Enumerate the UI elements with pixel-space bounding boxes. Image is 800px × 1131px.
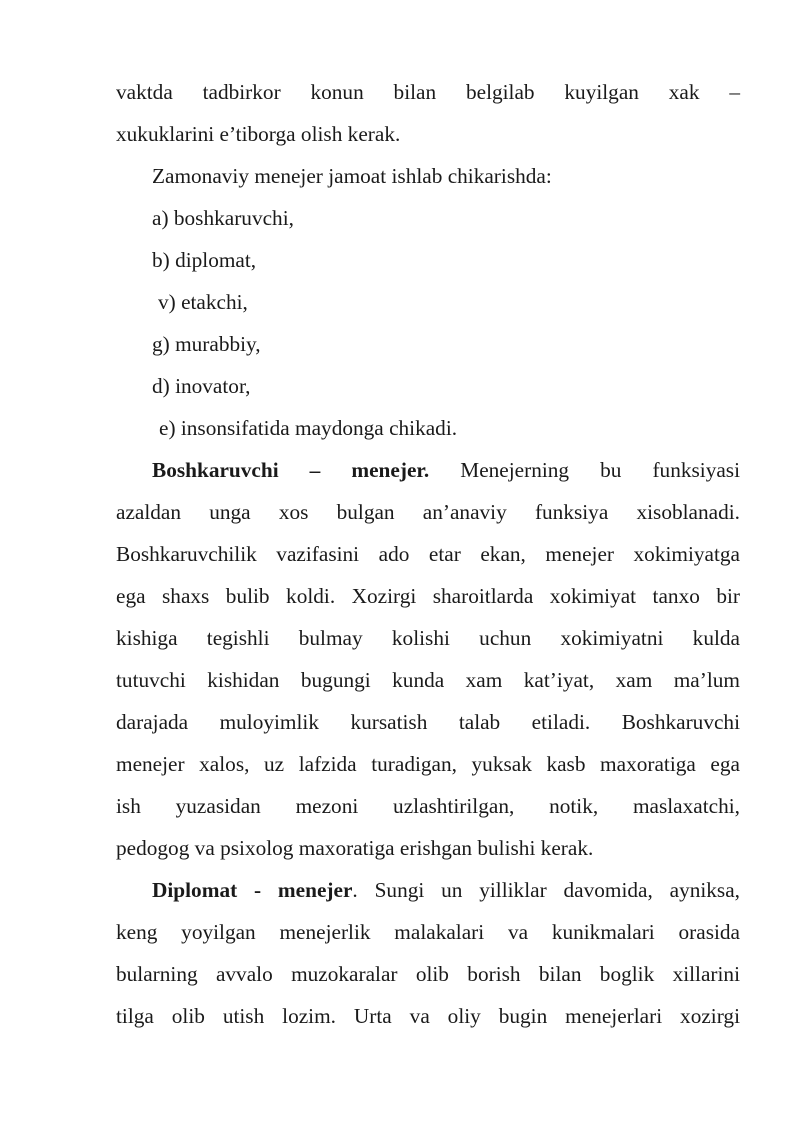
text-line: keng yoyilgan menejerlik malakalari va kunikmalari orasida bbox=[116, 920, 740, 944]
text-line: pedogog va psixolog maxoratiga erishgan bulishi kerak. bbox=[116, 836, 594, 860]
text-line: vaktda tadbirkor konun bilan belgilab kuyilgan xak – bbox=[116, 80, 740, 104]
list-item: a) boshkaruvchi, bbox=[152, 206, 294, 230]
list-item: v) etakchi, bbox=[158, 290, 248, 314]
text-line: azaldan unga xos bulgan an’anaviy funksiya xisoblanadi. bbox=[116, 500, 740, 524]
text-line: darajada muloyimlik kursatish talab etiladi. Boshkaruvchi bbox=[116, 710, 740, 734]
paragraph-first-line bbox=[152, 880, 740, 901]
text-line: Boshkaruvchilik vazifasini ado etar ekan, menejer xokimiyatga bbox=[116, 542, 740, 566]
text-line: bularning avvalo muzokaralar olib borish bilan boglik xillarini bbox=[116, 962, 740, 986]
section-heading-boshkaruvchi: Boshkaruvchi – menejer. bbox=[152, 458, 430, 482]
text-line: ish yuzasidan mezoni uzlashtirilgan, notik, maslaxatchi, bbox=[116, 794, 740, 818]
text-line: Zamonaviy menejer jamoat ishlab chikarishda: bbox=[152, 164, 552, 188]
text-span: . Sungi un yilliklar davomida, ayniksa, bbox=[352, 878, 740, 902]
text-line: ega shaxs bulib koldi. Xozirgi sharoitlarda xokimiyat tanxo bir bbox=[116, 584, 740, 608]
text-line: xukuklarini e’tiborga olish kerak. bbox=[116, 122, 401, 146]
text-line: tutuvchi kishidan bugungi kunda xam kat’iyat, xam ma’lum bbox=[116, 668, 740, 692]
text-span: Menejerning bu funksiyasi bbox=[460, 458, 740, 482]
list-item: e) insonsifatida maydonga chikadi. bbox=[159, 416, 458, 440]
text-line: menejer xalos, uz lafzida turadigan, yuksak kasb maxoratiga ega bbox=[116, 752, 740, 776]
section-heading-diplomat: Diplomat - menejer bbox=[152, 878, 353, 902]
text-line: kishiga tegishli bulmay kolishi uchun xokimiyatni kulda bbox=[116, 626, 740, 650]
list-item: g) murabbiy, bbox=[152, 332, 261, 356]
list-item: b) diplomat, bbox=[152, 248, 257, 272]
paragraph-first-line bbox=[152, 460, 740, 481]
text-line: tilga olib utish lozim. Urta va oliy bugin menejerlari xozirgi bbox=[116, 1004, 740, 1028]
list-item: d) inovator, bbox=[152, 374, 251, 398]
